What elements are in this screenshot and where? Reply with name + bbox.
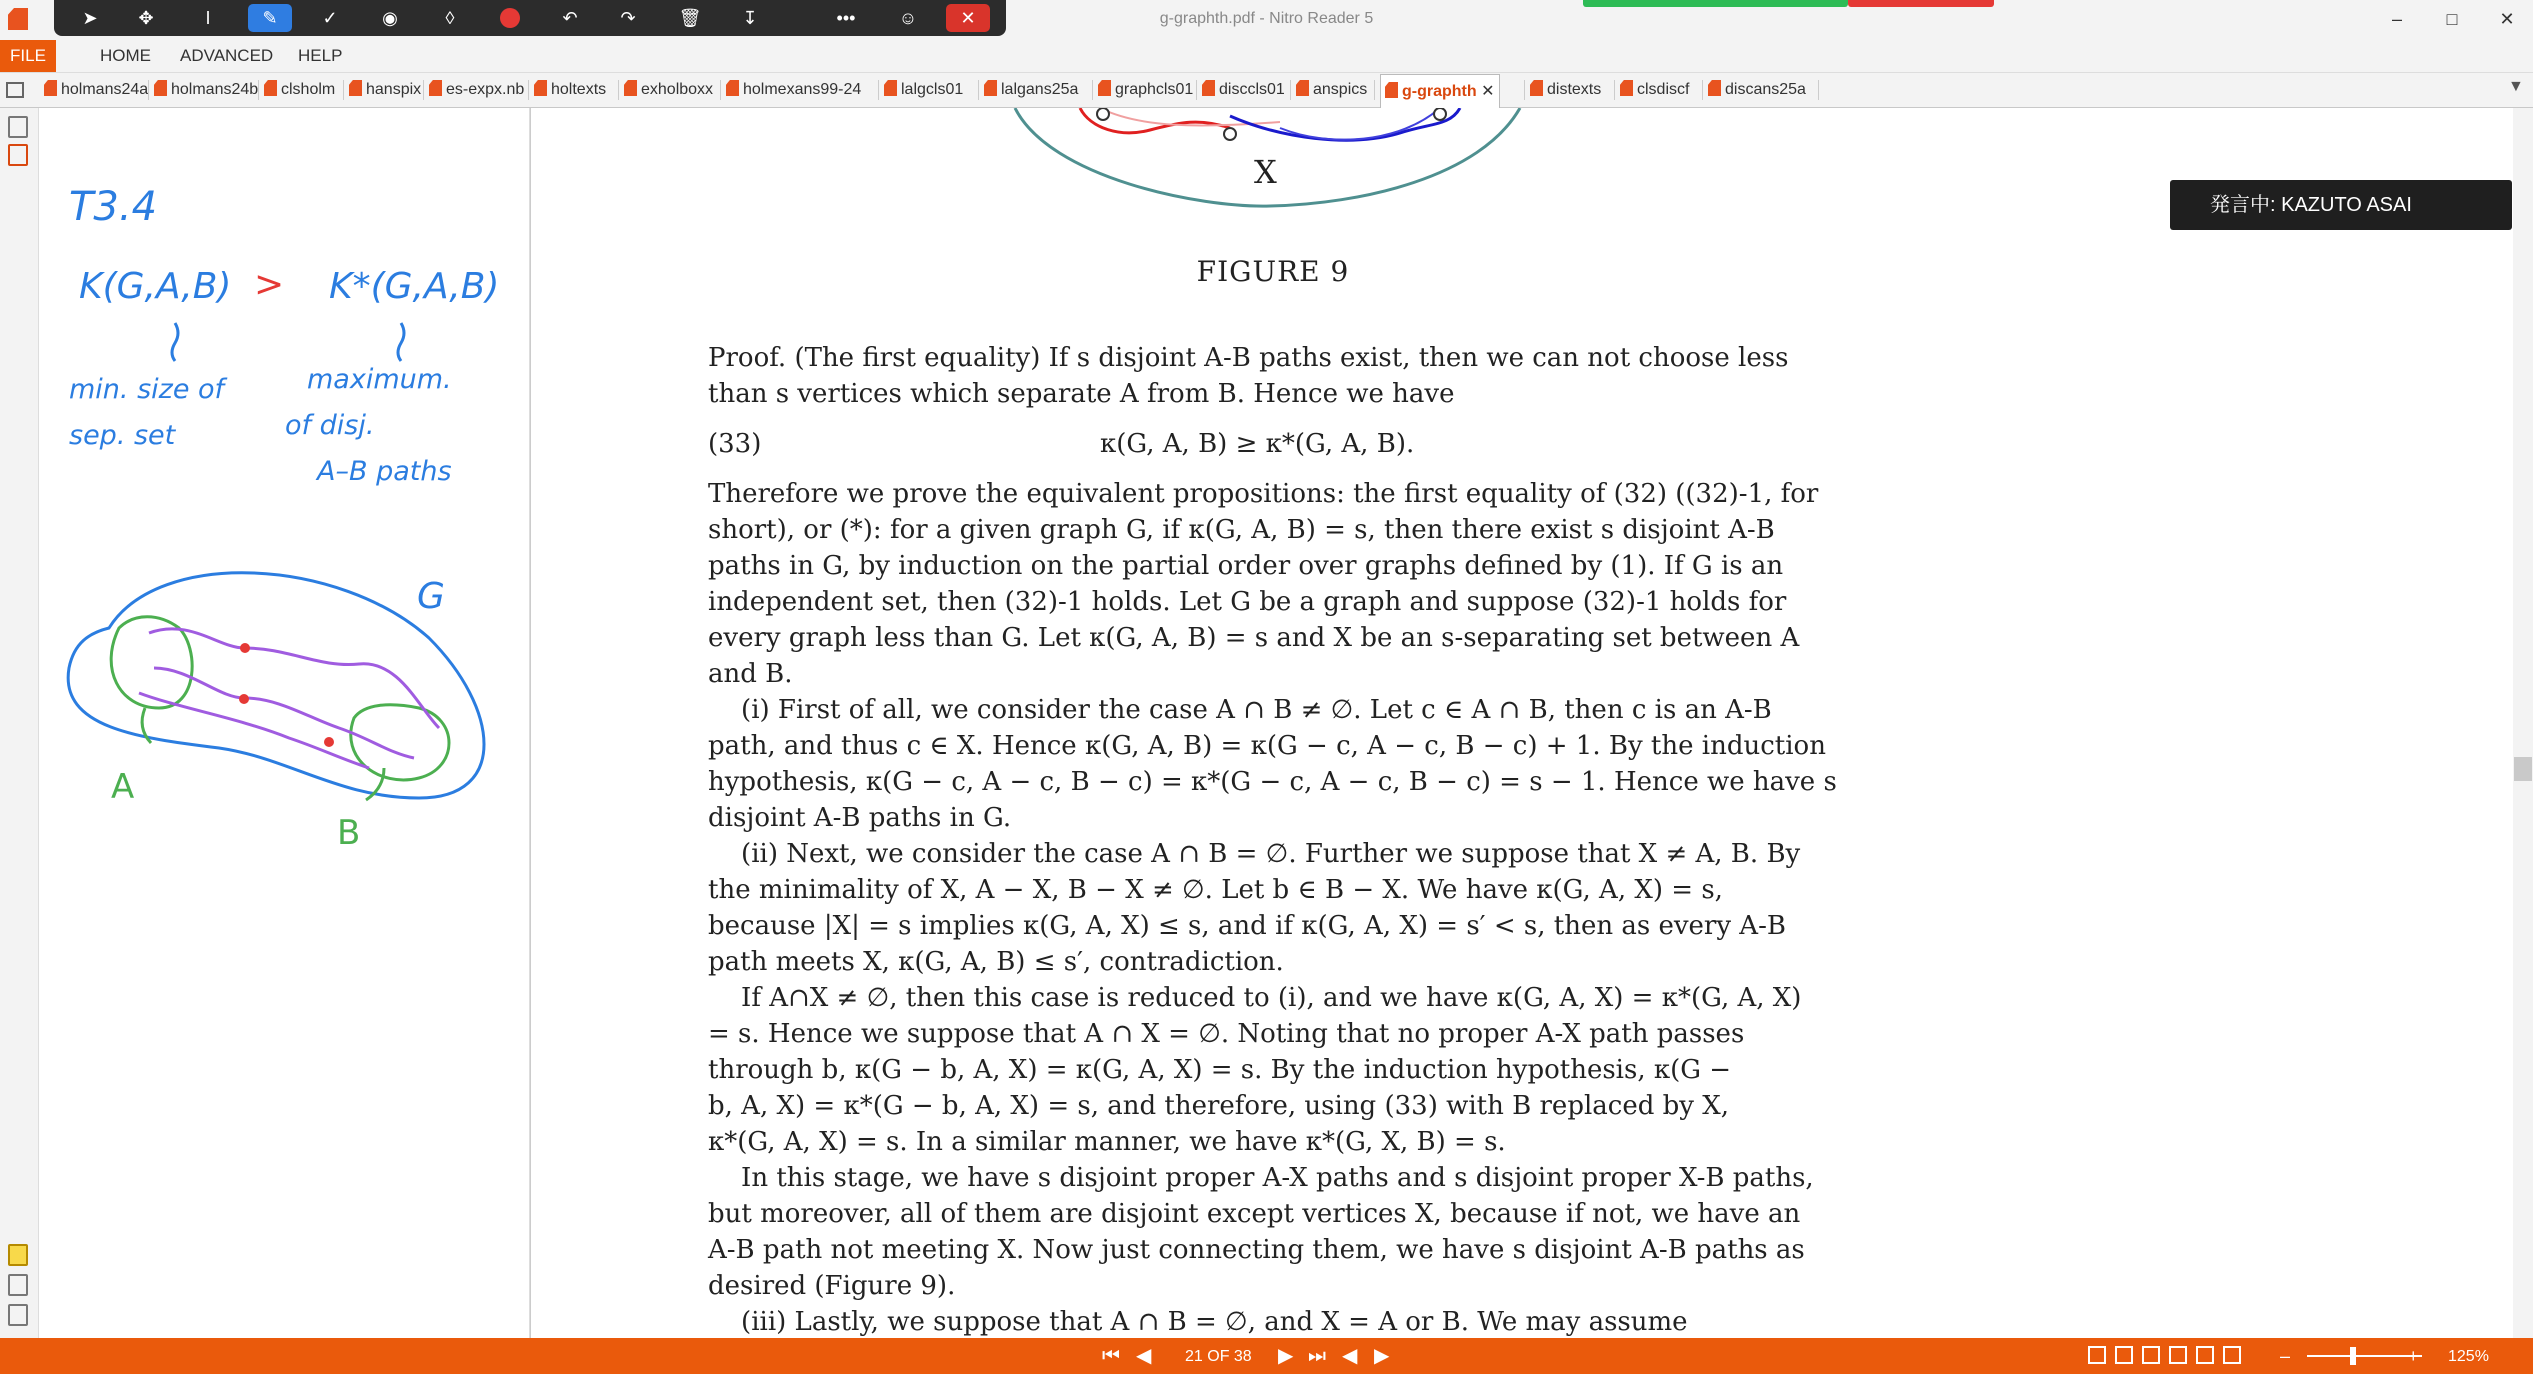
- pdf-file-icon: [1202, 80, 1215, 96]
- next-page-icon[interactable]: ▶: [1278, 1345, 1294, 1367]
- equation-number: (33): [708, 429, 762, 459]
- tab-label: holmans24b: [171, 81, 259, 98]
- tab-exholboxx[interactable]: [624, 79, 713, 101]
- tab-separator: [1196, 80, 1197, 100]
- menu-home[interactable]: HOME: [100, 46, 151, 65]
- note-greater-sign: >: [254, 264, 285, 305]
- document-text-line: desired (Figure 9).: [708, 1271, 956, 1301]
- tab-separator: [618, 80, 619, 100]
- pdf-file-icon: [884, 80, 897, 96]
- forward-view-icon[interactable]: ▶: [1374, 1345, 1390, 1367]
- zoom-slider[interactable]: [2307, 1355, 2422, 1357]
- text-cursor-icon[interactable]: I: [205, 8, 211, 28]
- tab-g-graphth[interactable]: [1380, 74, 1500, 108]
- close-window-button[interactable]: ✕: [2499, 9, 2515, 29]
- tab-label: es-expx.nb: [446, 81, 525, 98]
- document-text-line: (iii) Lastly, we suppose that A ∩ B = ∅, and X = A or B. We may assume: [708, 1307, 1688, 1337]
- tab-label: g-graphth: [1402, 83, 1477, 100]
- document-text-line: If A∩X ≠ ∅, then this case is reduced to (i), and we have κ(G, A, X) = κ*(G, A, X): [708, 983, 1802, 1013]
- handwriting-canvas: [39, 108, 529, 1338]
- document-text-line: the minimality of X, A − X, B − X ≠ ∅. Let b ∈ B − X. We have κ(G, A, X) = s,: [708, 875, 1723, 905]
- tab-es-expx-nb[interactable]: [429, 79, 524, 101]
- download-icon[interactable]: ↧: [742, 8, 758, 28]
- comments-icon[interactable]: [8, 1244, 28, 1266]
- tab-label: discans25a: [1725, 81, 1806, 98]
- tab-disccls01[interactable]: [1202, 79, 1285, 101]
- window-title: g-graphth.pdf - Nitro Reader 5: [1159, 10, 1374, 27]
- tab-holmans24a[interactable]: [44, 79, 148, 101]
- note-kappa-star-rhs: K*(G,A,B): [329, 266, 500, 307]
- pages-icon[interactable]: [8, 116, 28, 138]
- set-b-outline: [351, 705, 449, 780]
- set-b-label: B: [337, 813, 361, 853]
- tab-separator: [258, 80, 259, 100]
- document-list-icon[interactable]: [6, 82, 24, 98]
- menu-file[interactable]: FILE: [0, 40, 56, 72]
- bookmarks-icon[interactable]: [8, 144, 28, 166]
- pen-icon[interactable]: ✎: [248, 4, 292, 32]
- set-a-label: A: [111, 767, 135, 807]
- figure-caption: FIGURE 9: [1196, 255, 1350, 288]
- tab-separator: [720, 80, 721, 100]
- more-icon[interactable]: •••: [836, 8, 856, 28]
- pdf-file-icon: [1708, 80, 1721, 96]
- menu-bar: [0, 40, 2533, 73]
- tab-separator: [148, 80, 149, 100]
- document-text-line: Proof. (The first equality) If s disjoint A-B paths exist, then we can not choose less: [708, 343, 1789, 373]
- tab-label: distexts: [1547, 81, 1602, 98]
- graph-label-g: G: [417, 576, 445, 617]
- pdf-file-icon: [624, 80, 637, 96]
- document-text-line: hypothesis, κ(G − c, A − c, B − c) = κ*(G − c, A − c, B − c) = s − 1. Hence we have s: [708, 767, 1837, 797]
- note-min-size: min. size of: [69, 374, 225, 405]
- tab-label: holtexts: [551, 81, 607, 98]
- tab-clsholm[interactable]: [264, 79, 335, 101]
- zoom-out-icon[interactable]: –: [2280, 1346, 2291, 1366]
- document-text-line: = s. Hence we suppose that A ∩ X = ∅. Noting that no proper A-X path passes: [708, 1019, 1745, 1049]
- facing-view-icon[interactable]: [2142, 1346, 2160, 1364]
- document-text-line: and B.: [708, 659, 793, 689]
- select-arrow-icon[interactable]: ➤: [82, 8, 98, 28]
- maximize-button[interactable]: □: [2446, 9, 2458, 29]
- minimize-button[interactable]: –: [2391, 9, 2402, 29]
- user-settings-icon[interactable]: ☺: [898, 8, 918, 28]
- zoom-slider-thumb[interactable]: [2350, 1347, 2356, 1365]
- tab-holmexans99-24[interactable]: [726, 79, 861, 101]
- highlighter-icon[interactable]: ◉: [382, 8, 398, 28]
- redo-icon[interactable]: ↷: [620, 8, 636, 28]
- tab-separator: [1092, 80, 1093, 100]
- document-text-line: Therefore we prove the equivalent propositions: the first equality of (32) ((32)-1, for: [708, 479, 1819, 509]
- tab-label: holmexans99-24: [743, 81, 862, 98]
- tab-separator: [528, 80, 529, 100]
- pdf-file-icon: [1385, 82, 1398, 98]
- document-text-line: than s vertices which separate A from B. Hence we have: [708, 379, 1455, 409]
- tab-separator: [343, 80, 344, 100]
- note-kappa-lhs: K(G,A,B): [79, 266, 232, 307]
- single-page-view-icon[interactable]: [2088, 1346, 2106, 1364]
- tab-graphcls01[interactable]: [1098, 79, 1193, 101]
- pdf-file-icon: [264, 80, 277, 96]
- note-maximum: maximum.: [307, 364, 452, 395]
- move-icon[interactable]: ✥: [138, 8, 154, 28]
- document-text-line: but moreover, all of them are disjoint except vertices X, because if not, we have an: [708, 1199, 1801, 1229]
- document-text-line: paths in G, by induction on the partial order over graphs defined by (1). If G is an: [708, 551, 1784, 581]
- tab-label: anspics: [1313, 81, 1368, 98]
- tab-discans25a[interactable]: [1708, 79, 1806, 101]
- tab-separator: [1614, 80, 1615, 100]
- tab-label: holmans24a: [61, 81, 149, 98]
- last-page-icon[interactable]: ⏭: [1308, 1345, 1326, 1367]
- tab-label: lalgcls01: [901, 81, 964, 98]
- trash-icon[interactable]: 🗑: [678, 8, 702, 28]
- eraser-icon[interactable]: ◊: [445, 8, 455, 28]
- previous-page-icon[interactable]: ◀: [1136, 1345, 1152, 1367]
- pdf-file-icon: [534, 80, 547, 96]
- color-red-icon[interactable]: [488, 4, 532, 32]
- meeting-progress-green: [1583, 0, 1848, 7]
- tab-label: graphcls01: [1115, 81, 1194, 98]
- figure-vertex-label: X: [1254, 153, 1277, 191]
- tab-separator: [1374, 80, 1375, 100]
- tab-separator: [1702, 80, 1703, 100]
- document-text-line: In this stage, we have s disjoint proper A-X paths and s disjoint proper X-B paths,: [708, 1163, 1814, 1193]
- attachments-icon[interactable]: [8, 1274, 28, 1296]
- tab-label: clsdiscf: [1637, 81, 1690, 98]
- check-icon[interactable]: ✓: [322, 8, 338, 28]
- tab-label: disccls01: [1219, 81, 1285, 98]
- document-text-line: because |X| = s implies κ(G, A, X) ≤ s, and if κ(G, A, X) = s′ < s, then as every A-B: [708, 911, 1786, 941]
- pdf-file-icon: [726, 80, 739, 96]
- document-text-line: path meets X, κ(G, A, B) ≤ s′, contradiction.: [708, 947, 1284, 977]
- pdf-file-icon: [984, 80, 997, 96]
- tab-overflow-chevron-icon[interactable]: ▼: [2508, 78, 2524, 95]
- close-toolbar-icon[interactable]: ✕: [946, 4, 990, 32]
- pdf-file-icon: [1530, 80, 1543, 96]
- document-text-line: κ*(G, A, X) = s. In a similar manner, we have κ*(G, X, B) = s.: [708, 1127, 1506, 1157]
- zoom-in-icon[interactable]: +: [2408, 1346, 2419, 1366]
- document-text-line: path, and thus c ∈ X. Hence κ(G, A, B) = κ(G − c, A − c, B − c) + 1. By the induction: [708, 731, 1826, 761]
- page-indicator[interactable]: 21 OF 38: [1185, 1348, 1252, 1365]
- pdf-file-icon: [1620, 80, 1633, 96]
- tab-label: lalgans25a: [1001, 81, 1079, 98]
- pdf-file-icon: [429, 80, 442, 96]
- tab-separator: [978, 80, 979, 100]
- right-blank-pane: [2017, 108, 2513, 1338]
- document-text-line: independent set, then (32)-1 holds. Let G be a graph and suppose (32)-1 holds for: [708, 587, 1787, 617]
- vertical-scrollbar[interactable]: [2513, 108, 2533, 1338]
- first-page-icon[interactable]: ⏮: [1102, 1345, 1120, 1367]
- pdf-file-icon: [154, 80, 167, 96]
- disjoint-paths: [139, 629, 439, 768]
- note-ab-paths: A–B paths: [317, 456, 452, 487]
- menu-advanced[interactable]: ADVANCED: [180, 46, 274, 65]
- note-title: T3.4: [69, 184, 158, 230]
- continuous-view-icon[interactable]: [2115, 1346, 2133, 1364]
- pdf-file-icon: [1098, 80, 1111, 96]
- tab-label: exholboxx: [641, 81, 714, 98]
- back-view-icon[interactable]: ◀: [1342, 1345, 1358, 1367]
- tab-clsdiscf[interactable]: [1620, 79, 1689, 101]
- scrollbar-thumb[interactable]: [2514, 757, 2532, 781]
- separating-vertices: [239, 643, 334, 747]
- tab-anspics[interactable]: [1296, 79, 1367, 101]
- tab-lalgans25a[interactable]: [984, 79, 1078, 101]
- left-rail: [0, 108, 39, 1338]
- tab-distexts[interactable]: [1530, 79, 1601, 101]
- fit-page-icon[interactable]: [2223, 1346, 2241, 1364]
- pdf-file-icon: [1296, 80, 1309, 96]
- tab-label: clsholm: [281, 81, 336, 98]
- tab-hanspix[interactable]: [349, 79, 421, 101]
- layers-icon[interactable]: [8, 1304, 28, 1326]
- tab-separator: [1290, 80, 1291, 100]
- tab-separator: [423, 80, 424, 100]
- pdf-file-icon: [44, 80, 57, 96]
- tab-separator: [878, 80, 879, 100]
- note-sep-set: sep. set: [69, 420, 176, 451]
- tab-separator: [1818, 80, 1819, 100]
- tab-holmans24b[interactable]: [154, 79, 258, 101]
- document-text-line: A-B path not meeting X. Now just connecting them, we have s disjoint A-B paths as: [708, 1235, 1805, 1265]
- speaker-indicator: 発言中: KAZUTO ASAI: [2170, 180, 2512, 230]
- document-text-line: through b, κ(G − b, A, X) = κ(G, A, X) = s. By the induction hypothesis, κ(G −: [708, 1055, 1732, 1085]
- undo-icon[interactable]: ↶: [562, 8, 578, 28]
- document-text-line: disjoint A-B paths in G.: [708, 803, 1012, 833]
- document-text-line: short), or (*): for a given graph G, if κ(G, A, B) = s, then there exist s disjoint A-B: [708, 515, 1775, 545]
- pdf-file-icon: [349, 80, 362, 96]
- note-of-disj: of disj.: [285, 410, 375, 441]
- fit-width-icon[interactable]: [2196, 1346, 2214, 1364]
- tab-separator: [1524, 80, 1525, 100]
- document-text-line: (i) First of all, we consider the case A ∩ B ≠ ∅. Let c ∈ A ∩ B, then c is an A-B: [708, 695, 1772, 725]
- meeting-progress-red: [1848, 0, 1994, 7]
- equation-33: κ(G, A, B) ≥ κ*(G, A, B).: [1100, 429, 1415, 459]
- tab-lalgcls01[interactable]: [884, 79, 963, 101]
- document-text-line: (ii) Next, we consider the case A ∩ B = ∅. Further we suppose that X ≠ A, B. By: [708, 839, 1801, 869]
- tab-holtexts[interactable]: [534, 79, 606, 101]
- zoom-level[interactable]: 125%: [2448, 1348, 2489, 1365]
- facing-continuous-view-icon[interactable]: [2169, 1346, 2187, 1364]
- document-text-line: b, A, X) = κ*(G − b, A, X) = s, and therefore, using (33) with B replaced by X,: [708, 1091, 1730, 1121]
- close-tab-icon[interactable]: ✕: [1476, 83, 1495, 100]
- menu-help[interactable]: HELP: [298, 46, 343, 65]
- tab-label: hanspix: [366, 81, 422, 98]
- document-text-line: every graph less than G. Let κ(G, A, B) = s and X be an s-separating set between A: [708, 623, 1800, 653]
